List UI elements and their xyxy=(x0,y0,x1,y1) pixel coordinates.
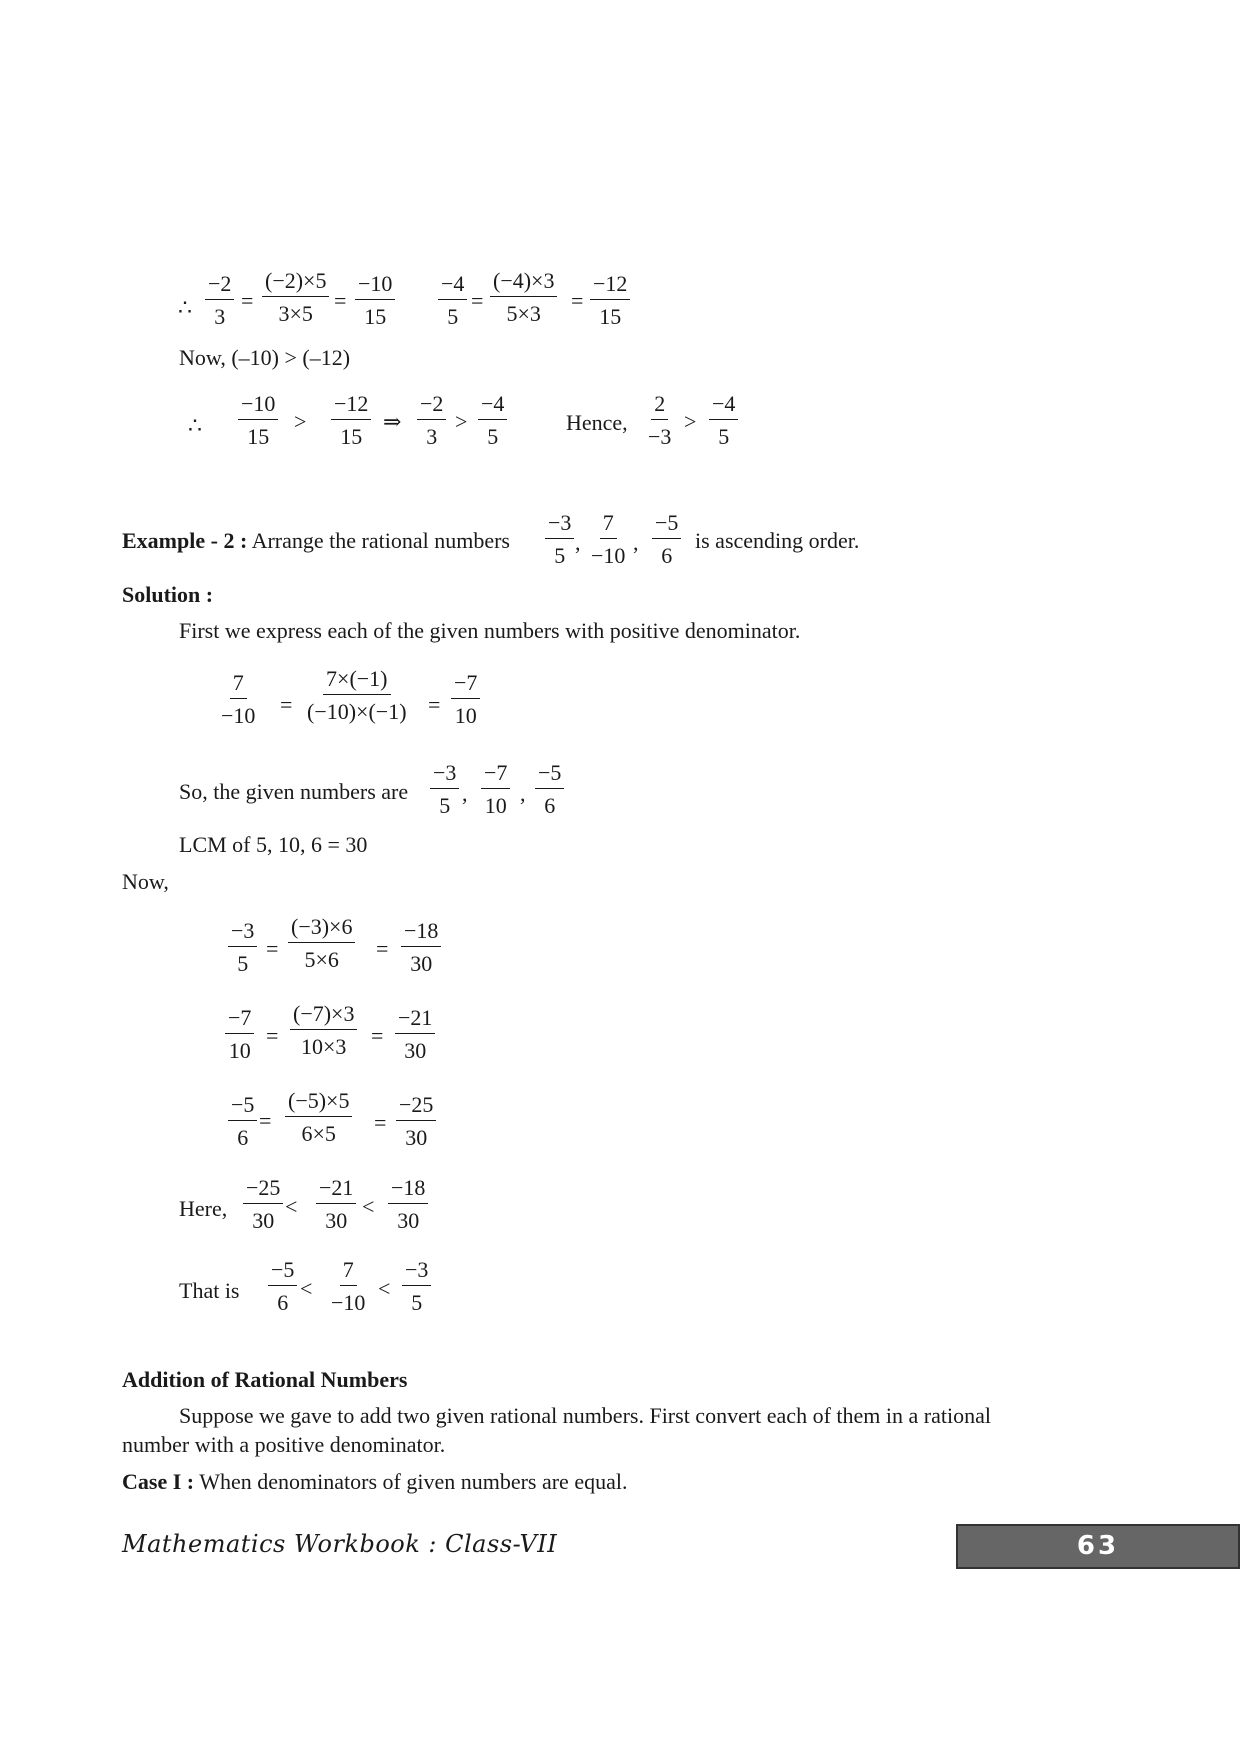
equals-sign: = xyxy=(571,288,584,313)
page-number-box xyxy=(956,1524,1240,1569)
fraction: $\frac{-18}{30}$ xyxy=(388,1177,428,1232)
greater-than-sign: > xyxy=(684,409,697,434)
fraction: $\frac{(-2)\times 5}{3\times 5}$ xyxy=(262,270,329,325)
section-heading: Addition of Rational Numbers xyxy=(122,1367,408,1392)
fraction: $\frac{-3}{5}$ xyxy=(228,920,257,975)
less-than-sign: < xyxy=(378,1276,391,1301)
equals-sign: = xyxy=(428,692,441,717)
comma: , xyxy=(575,530,581,555)
given-numbers-label: So, the given numbers are xyxy=(179,779,409,804)
paragraph-line-2: number with a positive denominator. xyxy=(122,1432,446,1457)
fraction: $\frac{-5}{6}$ xyxy=(652,512,681,567)
fraction: $\frac{-4}{5}$ xyxy=(709,393,738,448)
implies-arrow: ⇒ xyxy=(383,409,402,434)
less-than-sign: < xyxy=(285,1194,298,1219)
fraction: $\frac{-10}{15}$ xyxy=(355,273,395,328)
case-text: When denominators of given numbers are equal. xyxy=(199,1469,628,1494)
fraction: $\frac{(-7)\times 3}{10\times 3}$ xyxy=(290,1003,357,1058)
fraction: $\frac{7\times(-1)}{(-10)\times(-1)}$ xyxy=(307,666,407,724)
equals-sign: = xyxy=(376,936,389,961)
footer-book-title: Mathematics Workbook : Class-VII xyxy=(122,1530,558,1558)
fraction: $\frac{-5}{6}$ xyxy=(535,762,564,817)
now-comparison-line: Now, (–10) > (–12) xyxy=(179,345,351,370)
less-than-sign: < xyxy=(362,1194,375,1219)
greater-than-sign: > xyxy=(294,409,307,434)
paragraph-line-1: Suppose we gave to add two given rational numbers. First convert each of them in a rational xyxy=(179,1403,991,1428)
fraction: $\frac{-3}{5}$ xyxy=(430,762,459,817)
solution-intro: First we express each of the given numbers with positive denominator. xyxy=(179,618,801,643)
case-line xyxy=(122,1471,627,1493)
fraction: $\frac{-12}{15}$ xyxy=(331,393,371,448)
greater-than-sign: > xyxy=(455,409,468,434)
equals-sign: = xyxy=(471,288,484,313)
fraction: $\frac{7}{-10}$ xyxy=(331,1257,366,1315)
therefore-symbol: ∴ xyxy=(178,295,192,320)
fraction: $\frac{-7}{10}$ xyxy=(451,672,480,727)
fraction: $\frac{-21}{30}$ xyxy=(316,1177,356,1232)
fraction: $\frac{-21}{30}$ xyxy=(395,1007,435,1062)
equals-sign: = xyxy=(266,1023,279,1048)
comma: , xyxy=(633,530,639,555)
example-tail: is ascending order. xyxy=(695,528,860,553)
fraction: $\frac{-10}{15}$ xyxy=(238,393,278,448)
now-label: Now, xyxy=(122,869,169,894)
fraction: $\frac{-25}{30}$ xyxy=(396,1094,436,1149)
fraction: $\frac{(-5)\times 5}{6\times 5}$ xyxy=(285,1090,352,1145)
fraction: $\frac{7}{-10}$ xyxy=(591,510,626,568)
equals-sign: = xyxy=(259,1108,272,1133)
fraction: $\frac{-4}{5}$ xyxy=(438,273,467,328)
fraction: $\frac{-12}{15}$ xyxy=(590,273,630,328)
fraction: $\frac{-5}{6}$ xyxy=(268,1259,297,1314)
fraction: $\frac{2}{-3}$ xyxy=(648,391,672,449)
solution-label: Solution : xyxy=(122,582,214,607)
equals-sign: = xyxy=(241,288,254,313)
equals-sign: = xyxy=(334,288,347,313)
fraction: $\frac{-7}{10}$ xyxy=(481,762,510,817)
equals-sign: = xyxy=(280,692,293,717)
fraction: $\frac{-7}{10}$ xyxy=(225,1007,254,1062)
therefore-symbol: ∴ xyxy=(188,413,202,438)
here-label: Here, xyxy=(179,1196,228,1221)
fraction: $\frac{-18}{30}$ xyxy=(401,920,441,975)
that-is-label: That is xyxy=(179,1278,240,1303)
less-than-sign: < xyxy=(300,1276,313,1301)
case-label: Case I : xyxy=(122,1469,195,1494)
fraction: $\frac{-3}{5}$ xyxy=(402,1259,431,1314)
fraction: $\frac{(-3)\times 6}{5\times 6}$ xyxy=(288,916,355,971)
comma: , xyxy=(520,781,526,806)
fraction: $\frac{-3}{5}$ xyxy=(545,512,574,567)
equals-sign: = xyxy=(371,1023,384,1048)
lcm-line: LCM of 5, 10, 6 = 30 xyxy=(179,832,368,857)
comma: , xyxy=(462,781,468,806)
fraction: $\frac{-5}{6}$ xyxy=(228,1094,257,1149)
page-number: 63 xyxy=(1076,1531,1120,1561)
fraction: $\frac{(-4)\times 3}{5\times 3}$ xyxy=(490,270,557,325)
hence-label: Hence, xyxy=(566,410,628,435)
equals-sign: = xyxy=(374,1110,387,1135)
example-text: Arrange the rational numbers xyxy=(251,528,510,553)
fraction: $\frac{-4}{5}$ xyxy=(478,393,507,448)
fraction: $\frac{-2}{3}$ xyxy=(417,393,446,448)
example-2-line xyxy=(122,530,510,552)
fraction: $\frac{-25}{30}$ xyxy=(243,1177,283,1232)
equals-sign: = xyxy=(266,936,279,961)
fraction: $\frac{7}{-10}$ xyxy=(221,670,256,728)
example-label: Example - 2 : xyxy=(122,528,248,553)
fraction: $\frac{-2}{3}$ xyxy=(205,273,234,328)
